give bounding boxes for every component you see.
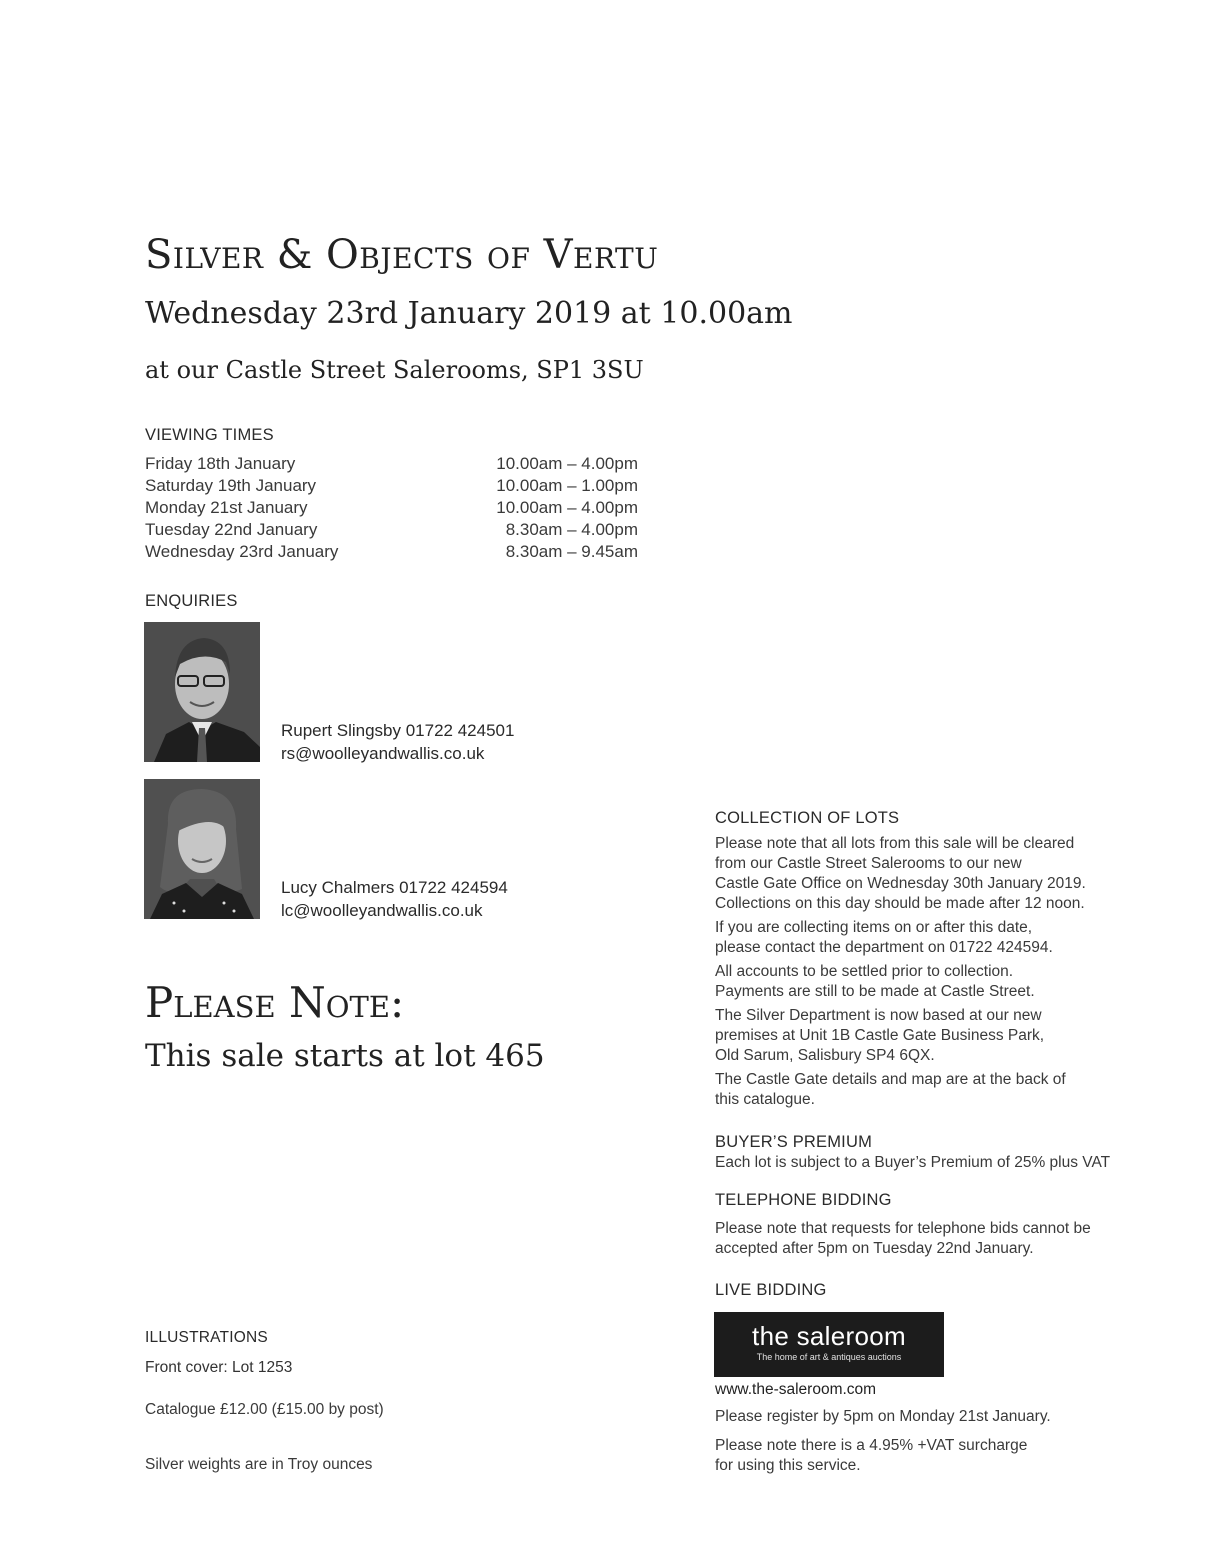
text-line: Please note that all lots from this sale will be cleared — [715, 835, 1075, 852]
please-note-body: This sale starts at lot 465 — [145, 1038, 545, 1074]
illustrations-heading: ILLUSTRATIONS — [145, 1329, 268, 1346]
viewing-time: 10.00am – 1.00pm — [496, 476, 638, 495]
please-note-heading: Please Note: — [145, 978, 405, 1027]
silver-weights-note: Silver weights are in Troy ounces — [145, 1456, 373, 1473]
viewing-row — [145, 497, 645, 519]
viewing-time: 8.30am – 4.00pm — [505, 520, 638, 539]
viewing-day: Friday 18th January — [145, 454, 296, 473]
buyers-premium-body: Each lot is subject to a Buyer’s Premium of 25% plus VAT — [715, 1154, 1111, 1171]
viewing-time: 10.00am – 4.00pm — [496, 498, 638, 517]
text-line: Collections on this day should be made after 12 noon. — [715, 895, 1085, 912]
text-line: this catalogue. — [715, 1091, 815, 1108]
viewing-time: 8.30am – 9.45am — [505, 542, 638, 561]
text-line: The Castle Gate details and map are at the back of — [715, 1071, 1066, 1088]
register-deadline: Please register by 5pm on Monday 21st January. — [715, 1408, 1051, 1425]
text-line: If you are collecting items on or after this date, — [715, 919, 1033, 936]
collection-paragraph — [715, 834, 1086, 914]
contact-lucy — [281, 876, 508, 922]
text-line: The Silver Department is now based at our new — [715, 1007, 1042, 1024]
contact-name-phone: Lucy Chalmers 01722 424594 — [281, 878, 508, 897]
sale-venue: at our Castle Street Salerooms, SP1 3SU — [145, 356, 644, 384]
the-saleroom-logo[interactable] — [714, 1312, 944, 1377]
contact-photo-lucy — [144, 779, 260, 919]
sale-title-text: Silver & Objects of Vertu — [145, 232, 659, 278]
telephone-bidding-heading: TELEPHONE BIDDING — [715, 1191, 892, 1209]
text-line: Payments are still to be made at Castle Street. — [715, 983, 1035, 1000]
text-line: premises at Unit 1B Castle Gate Business Park, — [715, 1027, 1045, 1044]
contact-email[interactable]: rs@woolleyandwallis.co.uk — [281, 744, 485, 763]
front-cover-note: Front cover: Lot 1253 — [145, 1359, 293, 1376]
contact-email[interactable]: lc@woolleyandwallis.co.uk — [281, 901, 483, 920]
viewing-day: Tuesday 22nd January — [145, 520, 318, 539]
viewing-times-table — [145, 453, 645, 563]
live-bidding-heading: LIVE BIDDING — [715, 1281, 827, 1299]
logo-tagline: The home of art & antiques auctions — [756, 1352, 902, 1362]
text-line: Please note there is a 4.95% +VAT surcharge — [715, 1437, 1028, 1454]
text-line: for using this service. — [715, 1457, 861, 1474]
contact-rupert — [281, 719, 514, 765]
surcharge-note — [715, 1436, 1027, 1476]
sale-title — [145, 232, 658, 278]
text-line: accepted after 5pm on Tuesday 22nd January. — [715, 1240, 1034, 1257]
enquiries-heading: ENQUIRIES — [145, 592, 238, 610]
contact-photo-rupert — [144, 622, 260, 762]
collection-paragraph — [715, 962, 1086, 1002]
text-line: Castle Gate Office on Wednesday 30th January 2019. — [715, 875, 1086, 892]
viewing-times-heading: VIEWING TIMES — [145, 426, 274, 444]
collection-paragraphs — [715, 834, 1086, 1114]
telephone-bidding-body — [715, 1219, 1091, 1259]
text-line: from our Castle Street Salerooms to our new — [715, 855, 1022, 872]
text-line: All accounts to be settled prior to collection. — [715, 963, 1014, 980]
text-line: Old Sarum, Salisbury SP4 6QX. — [715, 1047, 935, 1064]
viewing-time: 10.00am – 4.00pm — [496, 454, 638, 473]
catalogue-price: Catalogue £12.00 (£15.00 by post) — [145, 1401, 384, 1418]
viewing-day: Wednesday 23rd January — [145, 542, 339, 561]
viewing-row — [145, 475, 645, 497]
collection-paragraph — [715, 1070, 1086, 1110]
logo-name: the saleroom — [752, 1321, 906, 1351]
collection-paragraph — [715, 1006, 1086, 1066]
buyers-premium-heading: BUYER’S PREMIUM — [715, 1133, 873, 1151]
viewing-row — [145, 541, 645, 563]
viewing-day: Saturday 19th January — [145, 476, 317, 495]
contact-name-phone: Rupert Slingsby 01722 424501 — [281, 721, 515, 740]
saleroom-url-link[interactable]: www.the-saleroom.com — [715, 1381, 877, 1398]
sale-date: Wednesday 23rd January 2019 at 10.00am — [145, 296, 793, 331]
viewing-row — [145, 519, 645, 541]
collection-paragraph — [715, 918, 1086, 958]
viewing-row — [145, 453, 645, 475]
text-line: Please note that requests for telephone bids cannot be — [715, 1220, 1091, 1237]
collection-heading: COLLECTION OF LOTS — [715, 809, 900, 827]
viewing-day: Monday 21st January — [145, 498, 308, 517]
text-line: please contact the department on 01722 424594. — [715, 939, 1053, 956]
